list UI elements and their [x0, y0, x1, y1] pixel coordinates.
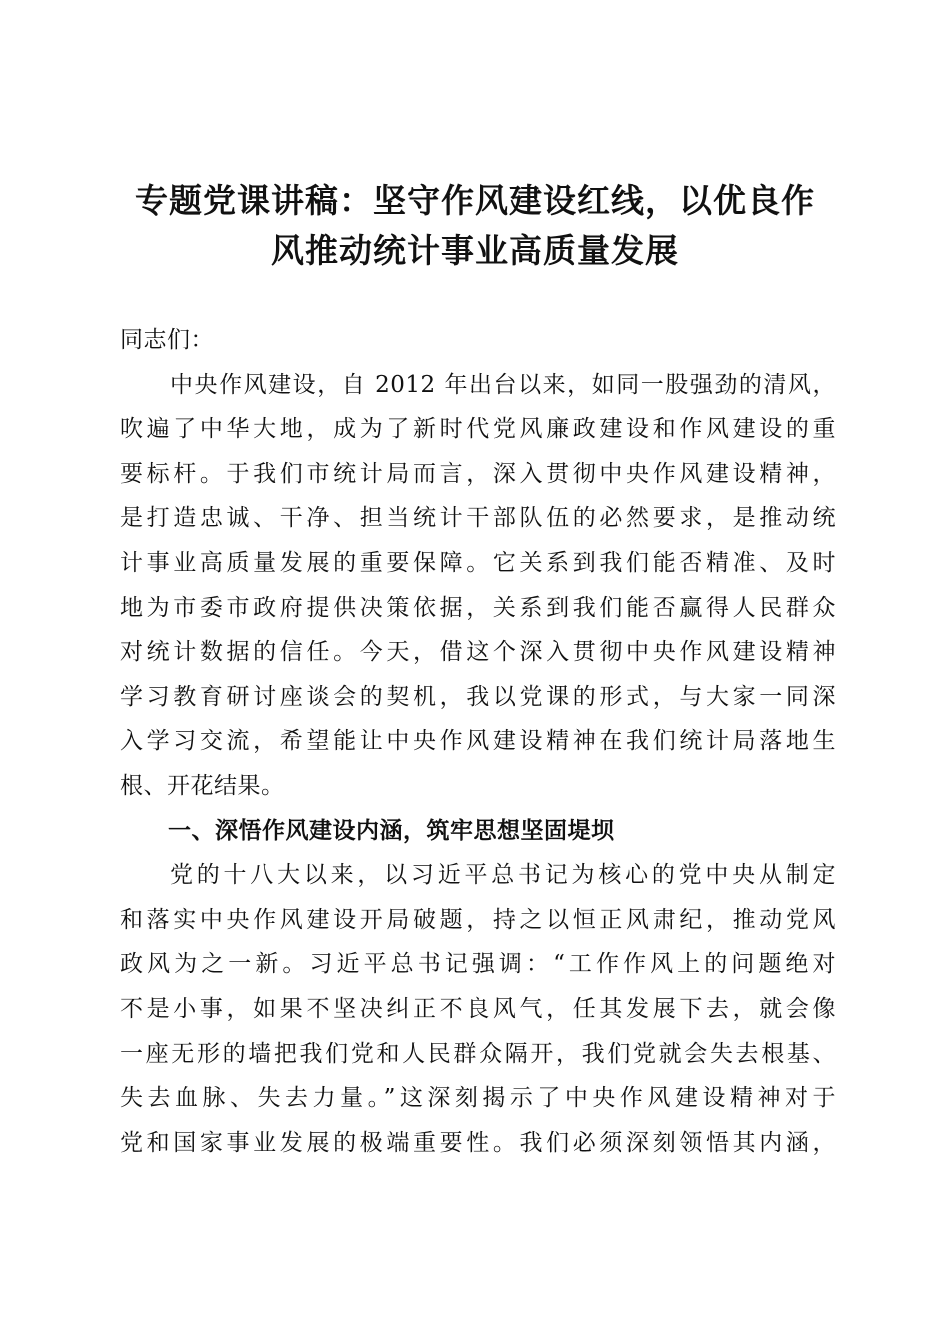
paragraph-line: 失去血脉、失去力量。”这深刻揭示了中央作风建设精神对于 — [120, 1085, 836, 1112]
paragraph-line: 党和国家事业发展的极端重要性。我们必须深刻领悟其内涵， — [120, 1129, 836, 1156]
title-line-2: 风推动统计事业高质量发展 — [271, 231, 679, 270]
paragraph-line: 学习教育研讨座谈会的契机，我以党课的形式，与大家一同深 — [120, 683, 836, 710]
paragraph-2 — [120, 853, 836, 1165]
paragraph-line: 要标杆。于我们市统计局而言，深入贯彻中央作风建设精神， — [120, 460, 836, 487]
paragraph-line: 对统计数据的信任。今天，借这个深入贯彻中央作风建设精神 — [120, 639, 836, 666]
paragraph-line: 入学习交流，希望能让中央作风建设精神在我们统计局落地生 — [120, 728, 836, 755]
paragraph-line: 计事业高质量发展的重要保障。它关系到我们能否精准、及时 — [120, 549, 836, 576]
paragraph-line: 根、开花结果。 — [120, 772, 285, 799]
section-heading-1: 一、深悟作风建设内涵，筑牢思想坚固堤坝 — [168, 817, 615, 844]
paragraph-line: 党的十八大以来，以习近平总书记为核心的党中央从制定 — [170, 862, 836, 889]
document-body — [120, 318, 836, 1165]
paragraph-line: 是打造忠诚、干净、担当统计干部队伍的必然要求，是推动统 — [120, 505, 836, 532]
document-title — [110, 176, 840, 276]
greeting: 同志们： — [120, 327, 214, 353]
paragraph-line: 不是小事，如果不坚决纠正不良风气，任其发展下去，就会像 — [120, 995, 836, 1022]
paragraph-line: 政风为之一新。习近平总书记强调：“工作作风上的问题绝对 — [120, 951, 836, 978]
paragraph-line: 和落实中央作风建设开局破题，持之以恒正风肃纪，推动党风 — [120, 906, 836, 933]
title-line-1: 专题党课讲稿：坚守作风建设红线，以优良作 — [135, 181, 815, 220]
paragraph-line: 一座无形的墙把我们党和人民群众隔开，我们党就会失去根基、 — [120, 1040, 836, 1067]
paragraph-line: 地为市委市政府提供决策依据，关系到我们能否赢得人民群众 — [120, 594, 836, 621]
paragraph-line: 吹遍了中华大地，成为了新时代党风廉政建设和作风建设的重 — [120, 416, 836, 443]
paragraph-line: 中央作风建设，自 2012 年出台以来，如同一股强劲的清风， — [170, 371, 836, 398]
paragraph-1 — [120, 363, 836, 809]
